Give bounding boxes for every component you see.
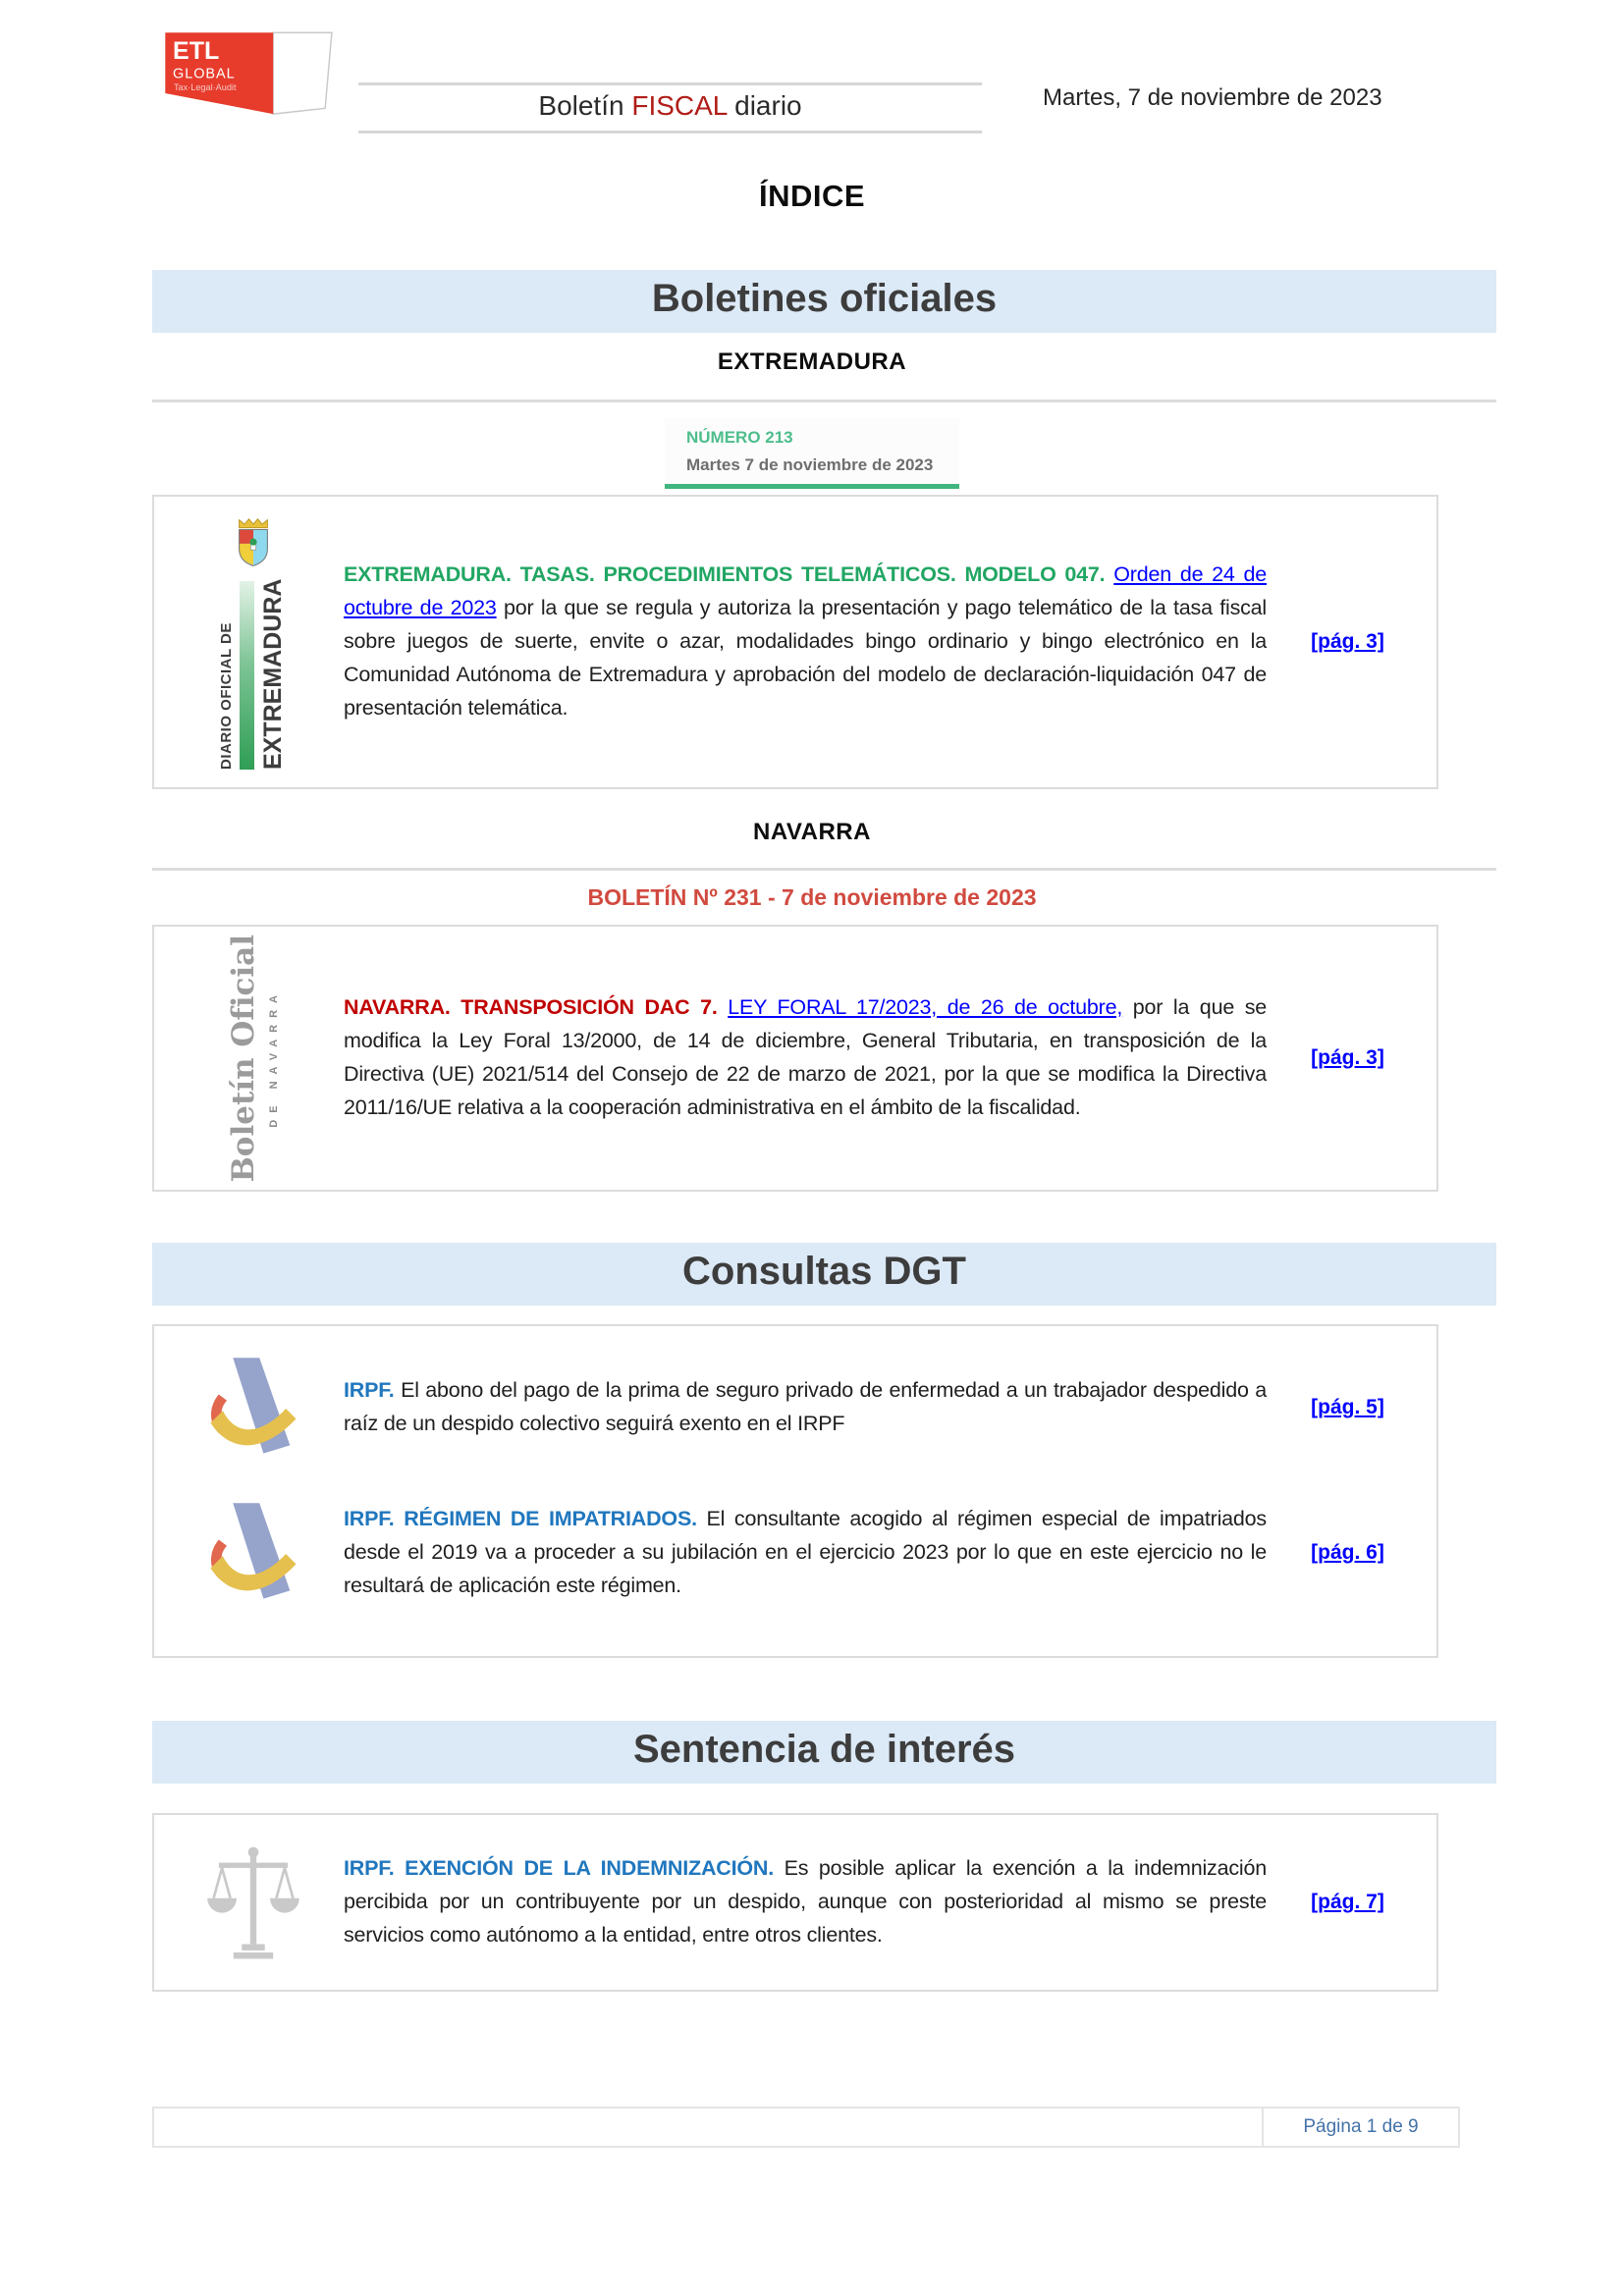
entry-title-sentencia: IRPF. EXENCIÓN DE LA INDEMNIZACIÓN.	[344, 1856, 774, 1881]
aeat-logo	[162, 1497, 344, 1609]
bulletin-date: Martes, 7 de noviembre de 2023	[1043, 84, 1382, 111]
etl-logo-text: ETL	[173, 37, 220, 66]
entry-title-extremadura: EXTREMADURA. TASAS. PROCEDIMIENTOS TELEMÁTICOS. MODELO 047.	[344, 562, 1106, 587]
page-ref-link-navarra[interactable]: [pág. 3]	[1311, 1046, 1384, 1069]
divider	[152, 400, 1496, 402]
doe-logo-text-top: DIARIO OFICIAL DE	[218, 621, 235, 770]
heading-navarra: NAVARRA	[753, 819, 871, 845]
masthead	[128, 0, 1496, 124]
doe-issue-date: Martes 7 de noviembre de 2023	[686, 455, 934, 474]
entry-title-consulta-1: IRPF.	[344, 1378, 395, 1403]
band-sentencia: Sentencia de interés	[152, 1721, 1496, 1784]
etl-global-logo-graphic	[147, 14, 355, 118]
entry-title-consulta-2: IRPF. RÉGIMEN DE IMPATRIADOS.	[344, 1507, 697, 1531]
bon-logo-sub-text: DE NAVARRA	[268, 988, 280, 1128]
entry-body-consulta-1: El abono del pago de la prima de seguro privado de enfermedad a un trabajador despedido a raíz de un despido colectivo seguirá exento en el IRPF	[344, 1378, 1267, 1435]
doe-issue-card	[665, 418, 959, 489]
entry-body-navarra: por la que se modifica la Ley Foral 13/2000, de 14 de diciembre, General Tributaria, en transposición de la Directiva (UE) 2021/514 del Consejo de 22 de marzo de 2021, por la que se modifica la Directiva 2011/16/UE relativa a la cooperación administrativa en el ámbito de la fiscalidad.	[344, 995, 1267, 1119]
aeat-logo-graphic	[202, 1352, 304, 1464]
entry-body-extremadura: por la que se regula y autoriza la presentación y pago telemático de la tasa fiscal sobre juegos de suerte, envite o azar, modalidades bingo ordinario y bingo electrónico en la Comunidad Autónoma de Extremadura y aprobación del modelo de declaración-liquidación 047 de presentación telemática.	[344, 596, 1268, 720]
etl-logo-tagline: Tax·Legal·Audit	[173, 82, 237, 93]
entry-text-sentencia	[344, 1852, 1267, 1952]
bon-issue-line: BOLETÍN Nº 231 - 7 de noviembre de 2023	[587, 884, 1037, 910]
entry-body-sentencia: Es posible aplicar la exención a la indemnización percibida por un contribuyente por un despido, aunque con posterioridad al mismo se preste servicios como autónomo a la entidad, entre otros clientes.	[344, 1856, 1267, 1947]
entry-text-consulta-1	[344, 1374, 1267, 1441]
extremadura-coat-of-arms-icon	[227, 515, 280, 570]
justice-scales-icon	[162, 1843, 344, 1961]
band-boletines-oficiales: Boletines oficiales	[152, 270, 1496, 333]
bon-logo-main-text: Boletín Oficial	[226, 934, 261, 1183]
justice-scales-graphic	[204, 1843, 302, 1961]
band-consultas-dgt: Consultas DGT	[152, 1243, 1496, 1306]
sentencia-box	[152, 1813, 1438, 1992]
doe-logo-green-bar	[240, 581, 254, 770]
page-footer	[152, 2107, 1460, 2148]
doe-logo-text-bottom: EXTREMADURA	[259, 578, 287, 770]
page-ref-link-consulta-2[interactable]: [pág. 6]	[1311, 1541, 1384, 1564]
doe-extremadura-logo	[162, 515, 344, 770]
bon-navarra-logo	[162, 934, 344, 1183]
entry-title-navarra: NAVARRA. TRANSPOSICIÓN DAC 7.	[344, 995, 718, 1020]
consulta-row-1	[162, 1352, 1429, 1464]
page-ref-cell	[1267, 1046, 1429, 1070]
etl-logo-global-text: GLOBAL	[173, 66, 236, 82]
bulletin-title-accent: FISCAL	[631, 90, 728, 121]
page-ref-link-extremadura[interactable]: [pág. 3]	[1311, 630, 1384, 653]
page-ref-cell	[1267, 630, 1429, 654]
heading-extremadura: EXTREMADURA	[717, 348, 907, 375]
page-ref-cell	[1267, 1541, 1429, 1565]
bulletin-title-pre: Boletín	[538, 90, 624, 121]
entry-text-consulta-2	[344, 1503, 1267, 1603]
page-ref-cell	[1267, 1396, 1429, 1419]
aeat-logo	[162, 1352, 344, 1464]
divider	[152, 868, 1496, 871]
bulletin-title	[358, 82, 982, 133]
page-ref-link-sentencia[interactable]: [pág. 7]	[1311, 1891, 1384, 1913]
footer-spacer	[154, 2109, 1264, 2146]
extremadura-order-link[interactable]: Orden de 24 de octubre de 2023	[344, 562, 1267, 620]
entry-text-extremadura	[344, 559, 1267, 725]
index-title: ÍNDICE	[758, 179, 866, 213]
navarra-ley-foral-link[interactable]: LEY FORAL 17/2023, de 26 de octubre,	[728, 995, 1123, 1020]
page-number: Página 1 de 9	[1303, 2116, 1419, 2137]
consulta-row-2	[162, 1497, 1429, 1609]
entry-extremadura	[152, 495, 1438, 789]
entry-navarra	[152, 925, 1438, 1192]
doe-issue-number: NÚMERO 213	[686, 428, 793, 447]
entry-text-navarra	[344, 991, 1267, 1125]
etl-global-logo	[147, 14, 355, 116]
page-ref-cell	[1267, 1891, 1429, 1914]
page-ref-link-consulta-1[interactable]: [pág. 5]	[1311, 1396, 1384, 1418]
entry-body-consulta-2: El consultante acogido al régimen especial de impatriados desde el 2019 va a proceder a su jubilación en el ejercicio 2023 por lo que en este ejercicio no le resultará de aplicación este régimen.	[344, 1507, 1267, 1597]
consultas-box	[152, 1324, 1438, 1658]
aeat-logo-graphic	[202, 1497, 304, 1609]
bulletin-title-post: diario	[734, 90, 802, 121]
